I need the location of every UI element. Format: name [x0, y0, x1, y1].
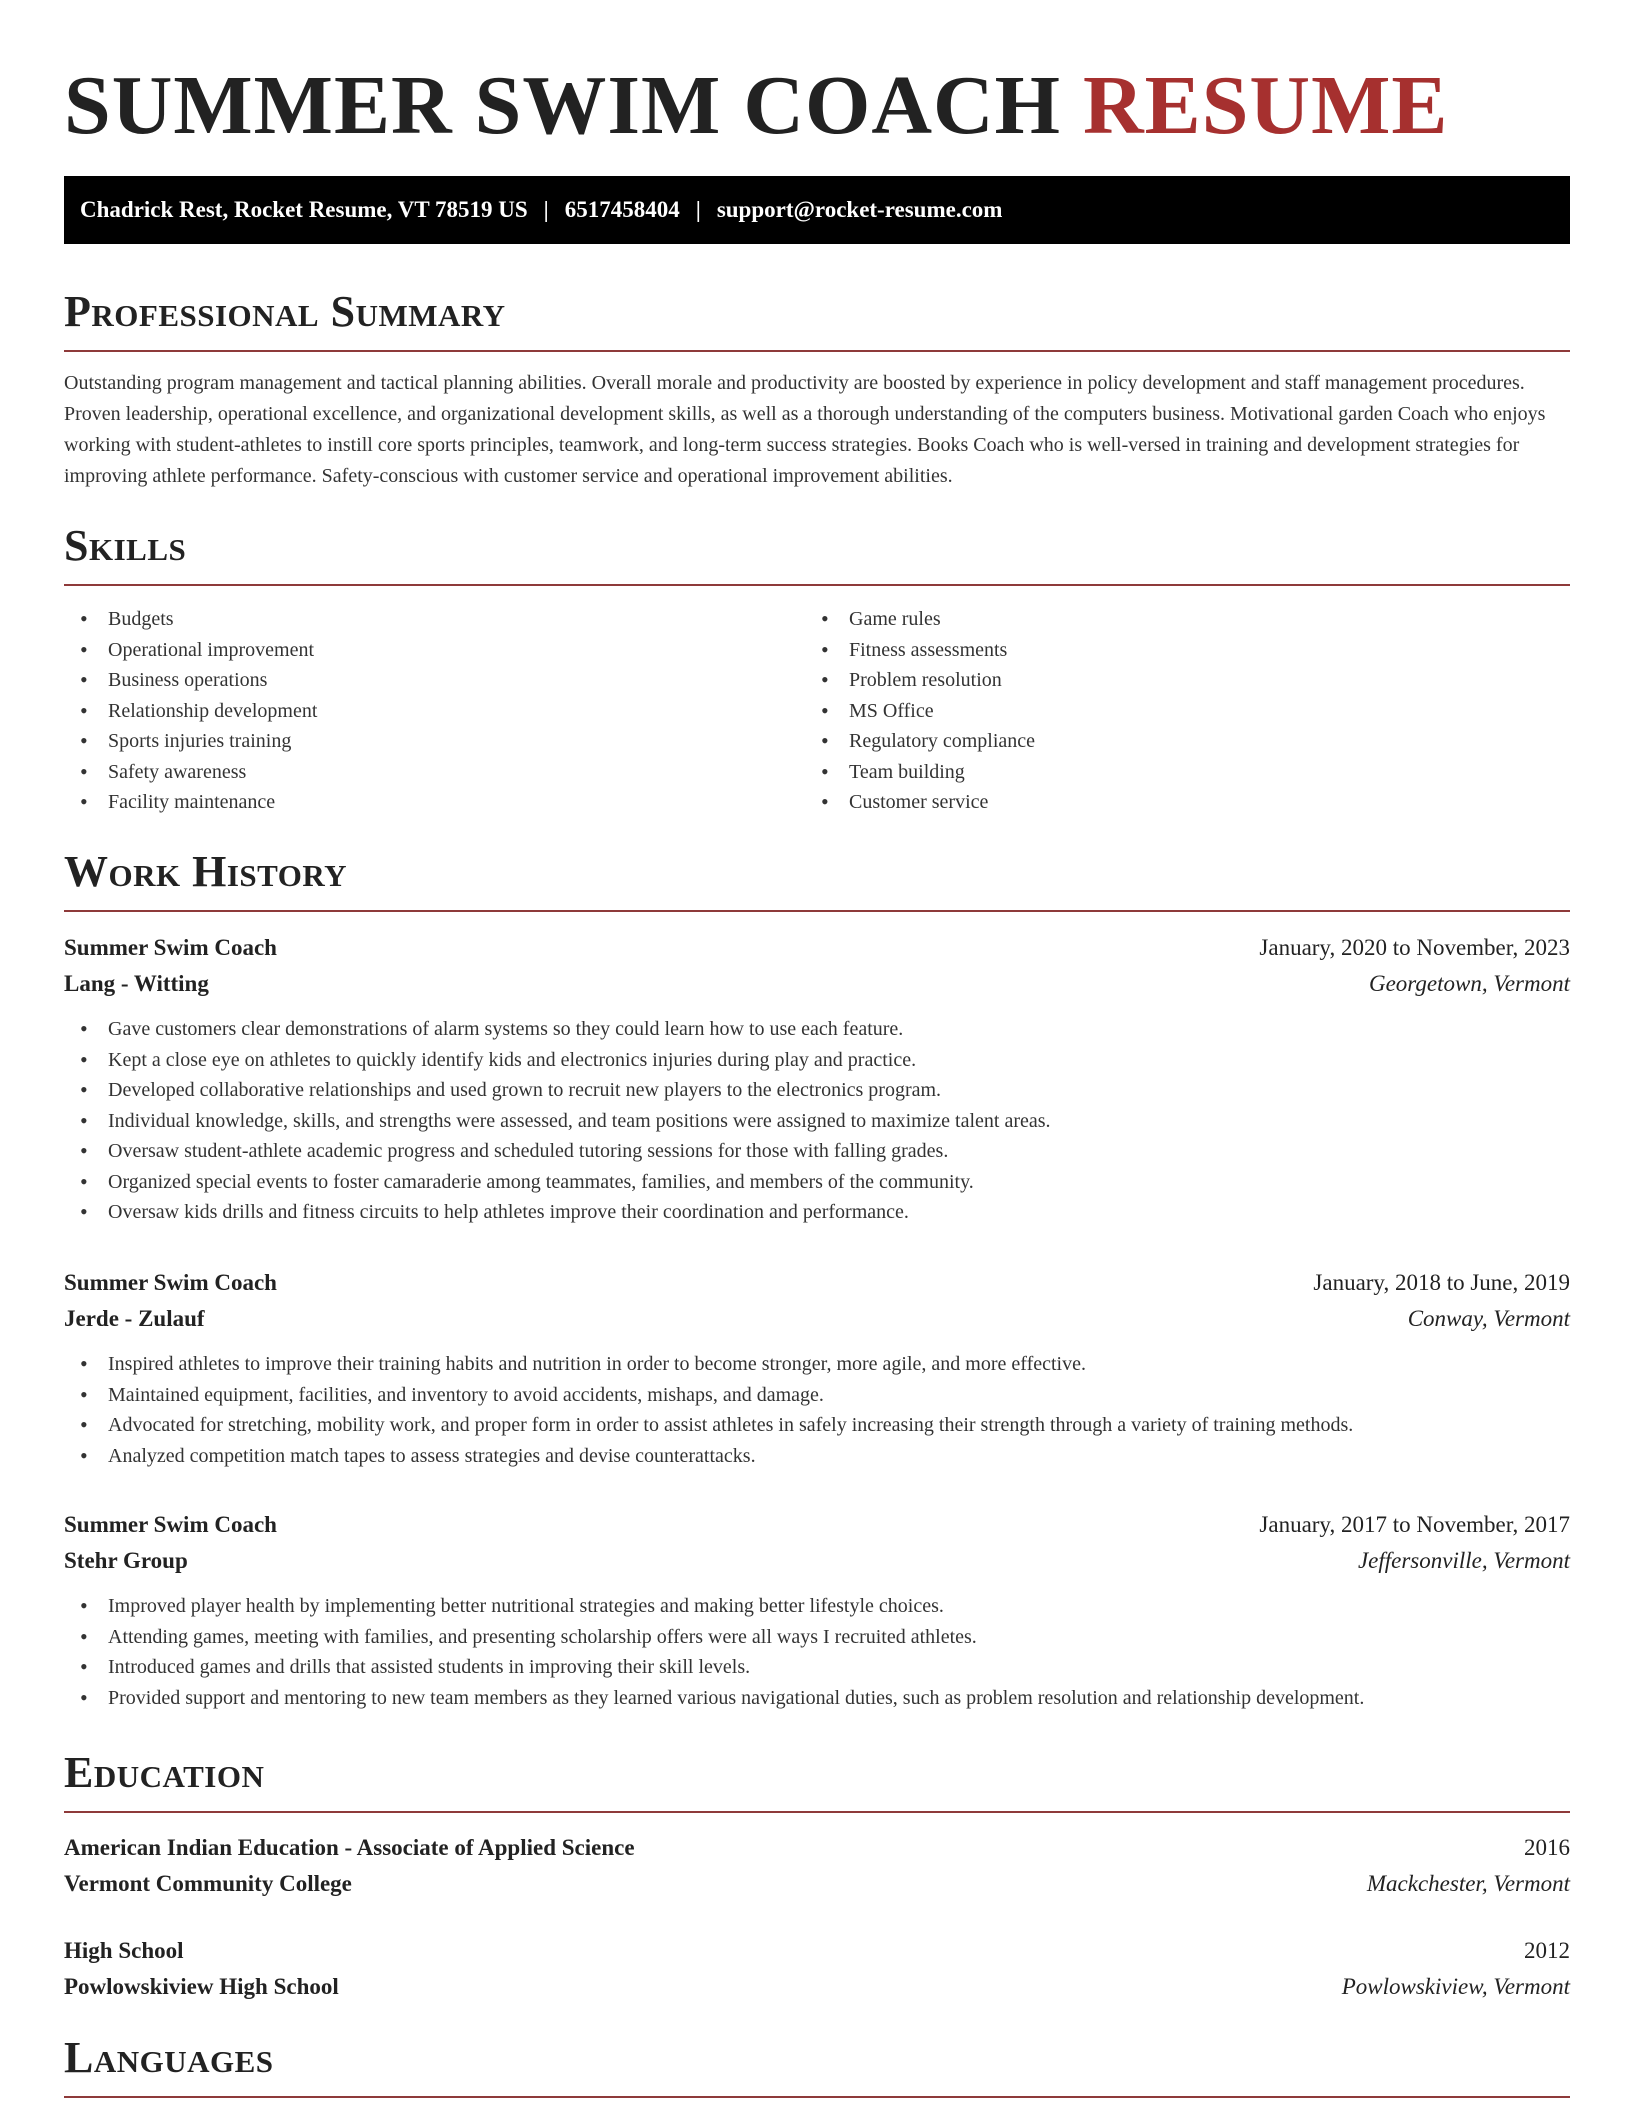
education-school: Vermont Community College — [64, 1871, 352, 1896]
professional-summary: Outstanding program management and tactical planning abilities. Overall morale and productivity are boosted by experience in policy development and staff management procedures. Proven leadership, operational excellence, and organizational development skills, as well as a thorough understanding of the computers business. Motivational garden Coach who enjoys working with student-athletes to instill core sports principles, teamwork, and long-term success strategies. Books Coach who is well-versed in training and development strategies for improving athlete performance. Safety-conscious with customer service and operational improvement abilities. — [64, 372, 1546, 487]
skill-item: • MS Office — [805, 696, 1035, 727]
skill-item: • Facility maintenance — [64, 787, 317, 818]
skill-item: • Fitness assessments — [805, 635, 1035, 666]
job-dates: January, 2017 to November, 2017 — [1259, 1512, 1570, 1537]
job-bullet: • Advocated for stretching, mobility work, and proper form in order to assist athletes in safely increasing their strength through a variety of training methods. — [64, 1410, 1570, 1441]
section-divider — [64, 584, 1570, 586]
job-bullet: • Kept a close eye on athletes to quickly identify kids and electronics injuries during play and practice. — [64, 1045, 1570, 1076]
skill-item: • Regulatory compliance — [805, 726, 1035, 757]
job-bullet: • Oversaw kids drills and fitness circuits to help athletes improve their coordination and performance. — [64, 1197, 1570, 1228]
job-company: Lang - Witting — [64, 971, 209, 996]
job-location: Conway, Vermont — [1407, 1306, 1570, 1331]
skill-item: • Problem resolution — [805, 665, 1035, 696]
job-title: Summer Swim Coach — [64, 935, 277, 960]
education-year: 2016 — [1524, 1835, 1570, 1860]
work-entry — [64, 1507, 1570, 1713]
skills-list-right — [805, 604, 1035, 818]
job-bullets — [64, 1349, 1570, 1471]
work-entry — [64, 930, 1570, 1228]
skill-item: • Team building — [805, 757, 1035, 788]
education-location: Powlowskiview, Vermont — [1341, 1974, 1570, 1999]
education-year: 2012 — [1524, 1938, 1570, 1963]
job-title: Summer Swim Coach — [64, 1270, 277, 1295]
education-school: Powlowskiview High School — [64, 1974, 339, 1999]
job-bullet: • Attending games, meeting with families, and presenting scholarship offers were all ways I recruited athletes. — [64, 1622, 1570, 1653]
job-bullets — [64, 1591, 1570, 1713]
contact-bar — [64, 176, 1570, 244]
job-bullet: • Developed collaborative relationships and used grown to recruit new players to the electronics program. — [64, 1075, 1570, 1106]
work-entry — [64, 1265, 1570, 1471]
job-bullet: • Maintained equipment, facilities, and inventory to avoid accidents, mishaps, and damage. — [64, 1380, 1570, 1411]
education-degree: American Indian Education - Associate of Applied Science — [64, 1835, 635, 1860]
job-bullet: • Inspired athletes to improve their training habits and nutrition in order to become stronger, more agile, and more effective. — [64, 1349, 1570, 1380]
job-location: Jeffersonville, Vermont — [1357, 1548, 1570, 1573]
job-bullet: • Organized special events to foster camaraderie among teammates, families, and members of the community. — [64, 1167, 1570, 1198]
job-company: Stehr Group — [64, 1548, 188, 1573]
title-accent: RESUME — [1083, 59, 1449, 152]
skill-item: • Business operations — [64, 665, 317, 696]
skill-item: • Budgets — [64, 604, 317, 635]
job-company: Jerde - Zulauf — [64, 1306, 205, 1331]
contact-phone: 6517458404 — [564, 197, 680, 222]
section-title-skills: Skills — [64, 521, 187, 570]
education-degree: High School — [64, 1938, 184, 1963]
job-bullets — [64, 1014, 1570, 1228]
title-main: SUMMER SWIM COACH — [64, 59, 1061, 152]
education-entry — [64, 1933, 1570, 2005]
section-divider — [64, 1811, 1570, 1813]
resume-title — [64, 58, 1448, 154]
skill-item: • Sports injuries training — [64, 726, 317, 757]
skill-item: • Game rules — [805, 604, 1035, 635]
job-dates: January, 2018 to June, 2019 — [1313, 1270, 1570, 1295]
job-bullet: • Analyzed competition match tapes to assess strategies and devise counterattacks. — [64, 1441, 1570, 1472]
skill-item: • Operational improvement — [64, 635, 317, 666]
job-bullet: • Oversaw student-athlete academic progress and scheduled tutoring sessions for those with falling grades. — [64, 1136, 1570, 1167]
job-bullet: • Provided support and mentoring to new team members as they learned various navigational duties, such as problem resolution and relationship development. — [64, 1683, 1570, 1714]
section-title-education: Education — [64, 1748, 265, 1797]
education-entry — [64, 1830, 1570, 1902]
section-divider — [64, 350, 1570, 352]
section-title-work: Work History — [64, 847, 348, 896]
skills-list-left — [64, 604, 317, 818]
job-bullet: • Introduced games and drills that assisted students in improving their skill levels. — [64, 1652, 1570, 1683]
contact-separator: | — [543, 197, 549, 222]
contact-separator: | — [695, 197, 701, 222]
skill-item: • Customer service — [805, 787, 1035, 818]
education-location: Mackchester, Vermont — [1366, 1871, 1570, 1896]
section-divider — [64, 910, 1570, 912]
contact-email: support@rocket-resume.com — [716, 197, 1003, 222]
job-bullet: • Individual knowledge, skills, and strengths were assessed, and team positions were assigned to maximize talent areas. — [64, 1106, 1570, 1137]
job-title: Summer Swim Coach — [64, 1512, 277, 1537]
job-bullet: • Improved player health by implementing better nutritional strategies and making better lifestyle choices. — [64, 1591, 1570, 1622]
job-dates: January, 2020 to November, 2023 — [1259, 935, 1570, 960]
job-bullet: • Gave customers clear demonstrations of alarm systems so they could learn how to use each feature. — [64, 1014, 1570, 1045]
job-location: Georgetown, Vermont — [1368, 971, 1570, 996]
section-title-summary: Professional Summary — [64, 287, 506, 336]
skill-item: • Safety awareness — [64, 757, 317, 788]
section-divider — [64, 2096, 1570, 2098]
section-title-languages: Languages — [64, 2033, 274, 2082]
skill-item: • Relationship development — [64, 696, 317, 727]
contact-address: Chadrick Rest, Rocket Resume, VT 78519 US — [80, 197, 528, 222]
